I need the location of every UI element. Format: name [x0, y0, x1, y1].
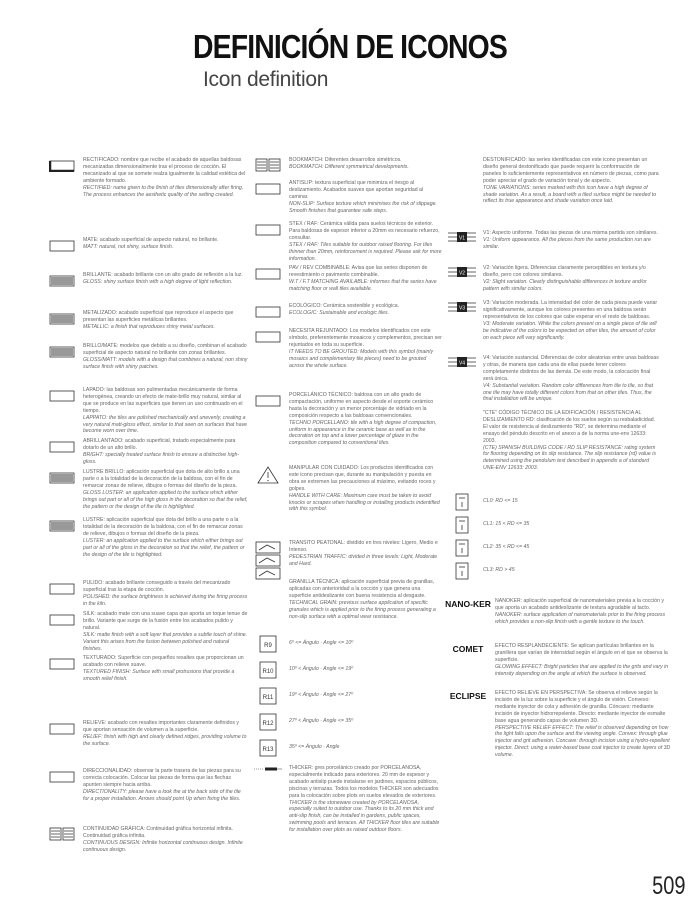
definition-es: ANTISLIP: textura superficial que minimiza el riesgo al deslizamiento. Acabados suaves que aportan seguridad al caminar. [289, 180, 424, 200]
luster-icon [48, 518, 76, 534]
icon-definition-item [254, 686, 442, 703]
thicker-icon [254, 766, 282, 782]
icon-definition-item [448, 230, 659, 251]
definition-es: GRANILLA TÉCNICA: aplicación superficial previa de granillas, aplicadas con anterioridad a la cocción y que genera una superficie antideslizante con buena resistencia al desgaste. [289, 579, 435, 599]
icon-definition-item [448, 300, 659, 341]
v1-icon [448, 231, 476, 247]
definition-es: LAPADO: las baldosas son pulimentadas mecánicamente de forma heterogénea, creando un efecto de mate-brillo muy natural, similar al que se produce en las superficies que tienen un uso continuado en el tiempo. [83, 387, 243, 414]
icon-definition-item [254, 265, 442, 293]
textured-icon [48, 656, 76, 672]
icon-definition-item [48, 517, 248, 558]
anti-slip-icon [254, 181, 282, 197]
definition-text [83, 272, 248, 289]
definition-en: BRIGHT: specially treated surface finish to ensure a distinctive high-gloss. [83, 451, 240, 465]
definition-es: SILK: acabado mate con una suave capa que aporta un toque tenue de brillo. Variante que surge de la fusión entre los acabados pulido y natural. [83, 611, 248, 631]
icon-definition-item [48, 438, 248, 466]
page-title: DEFINICIÓN DE ICONOS [193, 28, 507, 65]
nanoker-logo: NANO-KER [445, 599, 491, 609]
definition-text [83, 343, 248, 371]
bookmatch-icon [254, 158, 282, 174]
relief-icon [48, 721, 76, 737]
svg-text:V4: V4 [458, 360, 466, 367]
definition-es: V1: Aspecto uniforme. Todas las piezas de una misma partida son similares. [483, 230, 658, 236]
gloss-matt-icon [48, 344, 76, 360]
definition-text [495, 690, 671, 759]
definition-text [83, 768, 248, 803]
icon-definition-item [254, 303, 442, 320]
definition-es: ECOLÓGICO: Cerámica sostenible y ecológica. [289, 303, 400, 309]
definition-es: EFECTO RELIEVE EN PERSPECTIVA: Se observa el relieve según la incisión de la luz sobre la superficie y el ángulo de visión. Convexo: mediante inyector de cola y adhesión de granilla. Cóncavo: mediante incisión de inyector hidrorrepelente. Directo: mediante inyector de esmalte base agua generando capas de volumen 3D. [495, 690, 666, 724]
definition-en: PERSPECTIVE RELIEF EFFECT: The relief is observed depending on how the light falls upon the surface and the viewing angle. Convex: through glue injector and grit adhesion. Concave: through incision using a hydro-repellent injector. Direct: using a water-based base coat injector to create layers of 3D volume. [495, 724, 671, 759]
r10-icon [254, 661, 282, 677]
definition-text [483, 561, 659, 578]
page-number: 509 [652, 872, 686, 900]
definition-text [83, 611, 248, 652]
definition-es: LUSTRE: aplicación superficial que dota del brillo a una parte o a la totalidad de la decoración de la baldosa, con el fin de remarcar zonas de relieve, dibujos o formas del diseño de la pieza. [83, 517, 243, 537]
definition-en: RECTIFIED: name given to the finish of tiles dimensionally after firing. The process enhances the aesthetic quality of the setting created. [83, 184, 244, 198]
definition-text [83, 517, 248, 558]
icon-definition-item [448, 265, 659, 293]
definition-text [495, 643, 671, 678]
definition-en: HANDLE WITH CARE: Maximum care must be taken to avoid knocks or scrapes when handling or installing products indentified with this symbol. [289, 492, 440, 513]
svg-text:R13: R13 [262, 747, 274, 753]
definition-es: 6º <= Ángulo · Angle <= 10º [289, 640, 354, 646]
definition-en: LAPPATO: the tiles are polished mechanically and unevenly, creating a very natural matt-gloss effect, similar to that seen on surfaces that have become worn over time. [83, 414, 248, 435]
definition-es: "CTE" CÓDIGO TÉCNICO DE LA EDIFICACIÓN / RESISTENCIA AL DESLIZAMIENTO RD: clasificación de los suelos según su resbaladicidad. El valor de resistencia al deslizamiento "RD", se determina mediante el ensayo del péndulo descrito en el anexo a de la norma une-env 12633: 2003. [483, 410, 656, 444]
definition-text [83, 438, 248, 466]
definition-es: 35º <= Ángulo · Angle [289, 744, 340, 750]
definition-es: BRILLANTE: acabado brillante con un alto grado de reflexión a la luz. [83, 272, 243, 278]
svg-text:V1: V1 [458, 235, 466, 242]
icon-definition-item [48, 720, 248, 748]
cl0-icon [448, 493, 476, 509]
definition-es: PORCELÁNICO TÉCNICO: baldosa con un alto grado de compactación, uniforme en aspecto desde el soporte cerámico hasta la decoración y un menor porcentaje de vidriado en la composición respecto a las baldosas convencionales. [289, 392, 434, 419]
gloss-luster-icon [48, 470, 76, 486]
icon-definition-item [48, 387, 248, 435]
definition-en: TECHNICAL GRAIN: previous surface application of specific granules which is applied prior to the firing process generating a non-slip surface with a optimal wear resistance. [289, 599, 436, 620]
definition-en: GLOSS: shiny surface finish with a high degree of light reflection. [83, 278, 233, 285]
icon-definition-item [448, 690, 671, 759]
definition-text [83, 826, 248, 854]
comet-logo: COMET [452, 644, 484, 654]
v3-icon [448, 301, 476, 317]
definition-en: V1: Uniform appearance. All the pieces from the same production run are similar. [483, 236, 651, 250]
definition-es: RELIEVE: acabado con resaltes importantes claramente definidos y que aportan sensación de volumen a la superficie. [83, 720, 239, 733]
svg-text:R11: R11 [262, 695, 274, 701]
definition-es: LUSTRE BRILLO: aplicación superficial que dota de alto brillo a una parte o a la totalidad de la decoración de la baldosa, con el fin de remarcar zonas de relieve, dibujos o formas del diseño de la pieza. [83, 469, 240, 489]
icon-definition-item [48, 826, 248, 854]
definition-text [483, 538, 659, 555]
icon-definition-item [254, 540, 442, 568]
definition-text [483, 265, 659, 293]
definition-es: TEXTURADO: Superficie con pequeños resaltes que proporcionan un acabado con relieve suave. [83, 655, 244, 668]
icon-definition-item [448, 643, 671, 678]
icon-definition-item [48, 310, 248, 331]
definition-text [83, 237, 248, 254]
definition-es: V3: Variación moderada. La intensidad del color de cada pieza puede variar significativamente, aunque los colores presentes en una baldosa serán representativos de los colores que cabe esperar en el resto de baldosas. [483, 300, 658, 320]
definition-es: PAV / REV COMBINABLE: Avisa que las series disponen de revestimiento o pavimento combinable. [289, 265, 428, 278]
icon-definition-item [48, 157, 248, 198]
definition-text [289, 660, 442, 677]
icon-definition-item [254, 157, 442, 174]
silk-icon [48, 612, 76, 628]
definition-en: W.T / F.T MATCHING AVAILABLE: informes that the series have matching floor or wall tiles available. [289, 278, 437, 292]
definition-text [289, 686, 442, 703]
definition-en: V2: Slight variation. Clearly distinguishable differences in texture and/or pattern with similar colors. [483, 278, 647, 292]
definition-text [83, 580, 248, 608]
definition-es: DIRECCIONALIDAD: observar la parte trasera de las piezas para su correcta colocación. Colocar las piezas de forma que las flechas apunten siempre hacia arriba. [83, 768, 241, 788]
icon-placeholder [448, 411, 476, 427]
definition-text [289, 303, 442, 320]
bright-icon [48, 439, 76, 455]
definition-en: (CTE) SPANISH BUILDING CODE / RD SLIP RESISTANCE: rating system for flooring depending on its slip resistance. The slip resistance (rd) value is determined using the pendulum test described in appendix a of standard UNE-ENV 12633: 2003. [483, 444, 657, 472]
r11-icon [254, 687, 282, 703]
icon-definition-item [254, 765, 442, 834]
definition-text [289, 265, 442, 293]
technical-porcelain-icon [254, 393, 282, 409]
definition-text [289, 738, 442, 755]
definition-text [289, 221, 442, 262]
definition-en: BOOKMATCH: Different symmetrical developments. [289, 163, 409, 170]
v2-icon [448, 266, 476, 282]
definition-es: 27º < Ángulo · Angle <= 35º [289, 718, 354, 724]
definition-en: SILK: matte finish with a soft layer that provides a subtle touch of shine. Variant this arises from the fusion between polished and natural finishes. [83, 631, 248, 652]
definition-text [289, 392, 442, 447]
definition-en: LUSTER: an application applied to the surface which either brings out part or all of the gloss in the decoration so that the relief, the pattern or the design of the tile is highlighted. [83, 537, 245, 558]
definition-es: CONTINUIDAD GRÁFICA: Continuidad gráfica horizontal infinita. Continuidad gráfica infinita. [83, 826, 233, 839]
definition-en: RELIEF: finish with high and clearly defined ridges, providing volume to the surface. [83, 733, 247, 747]
definition-es: METALIZADO: acabado superficial que reproduce el aspecto que presentan las superficies metálicas brillantes. [83, 310, 234, 323]
definition-es: NANOKER: aplicación superficial de nanomateriales previa a la cocción y que aporta un acabado antideslizante de textura agradable al tacto. [495, 598, 664, 611]
svg-text:V2: V2 [458, 270, 466, 277]
definition-en: STEX / RAF: Tiles suitable for outdoor raised flooring. For tiles thinner than 20mm, reinforcement is required. Please ask for more information. [289, 241, 442, 262]
icon-definition-item [254, 221, 442, 262]
definition-text [83, 310, 248, 331]
definition-es: BRILLO/MATE: modelos que debido a su diseño, combinan el acabado superficial de aspecto natural no brillante con zonas brillantes. [83, 343, 247, 356]
definition-text [83, 469, 248, 510]
lappato-icon [48, 388, 76, 404]
definition-en: POLISHED: the surface brightness is achieved during the firing process in the kiln. [83, 593, 248, 607]
definition-text [289, 634, 442, 651]
gloss-icon [48, 273, 76, 289]
wall-floor-matching-icon [254, 266, 282, 282]
icon-placeholder [448, 158, 476, 174]
definition-es: 19º < Ángulo · Angle <= 27º [289, 692, 354, 698]
definition-en: MATT: natural, not shiny, surface finish. [83, 243, 174, 250]
definition-es: V4: Variación sustancial. Diferencias de color aleatorias entre unas baldosas y otras, de manera que cada una de ellas puede tener colores completamente distintos de las demás. De este modo, la colocación final será única. [483, 355, 659, 382]
definition-en: V3: Moderate variation. While the colors present on a single piece of tile will be indicative of the colors to be expected on other tiles, the amount of color on each piece will vary significantly. [483, 320, 657, 341]
metallic-icon [48, 311, 76, 327]
definition-en: DIRECTIONALITY: please have a look the at the back side of the tile for a proper installation. Arrows should point Up when fixing the tiles. [83, 788, 241, 802]
definition-text [495, 598, 671, 626]
definition-es: THICKER: gres porcelánico creado por PORCELANOSA, especialmente indicado para exteriores. 20 mm de espesor y acabado antislip puede instalarse en jardines, espacios públicos, piscinas y terrazas. Todos los modelos THICKER son adecuados para la colocación sobre plots en suelos elevados de exteriores. [289, 765, 439, 799]
definition-es: RECTIFICADO: nombre que recibe el acabado de aquellas baldosas mecanizadas dimensionalmente tras el proceso de cocción. El mecanizado al que se somete realza igualmente la calidad estética del ambiente formado. [83, 157, 246, 184]
definition-en: IT NEEDS TO BE GROUTED: Models with this symbol (mainly mosaics and complementary tile pieces) need to be grouted across the whole surface. [289, 348, 434, 369]
continuous-design-icon [48, 827, 76, 843]
r12-icon [254, 713, 282, 729]
definition-en: METALLIC: a finish that reproduces shiny metal surfaces. [83, 323, 215, 330]
icon-definition-item [254, 579, 442, 620]
definition-en: NANOKER: surface application of nanomaterials prior to the firing process which provides a non-slip finish with a gentle texture to the touch. [495, 611, 666, 625]
icon-definition-item [448, 538, 659, 555]
definition-text [483, 410, 659, 472]
definition-en: ECOLOGIC: Sustainable and ecologic tiles. [289, 309, 390, 316]
icon-definition-item [448, 355, 659, 403]
definition-es: ABRILLANTADO: acabado superficial, tratado especialmente para dotarlo de un alto brillo. [83, 438, 236, 451]
definition-en: GLOSS/MATT: models with a design that combines a natural, non shiny surface finish with shiny patches. [83, 356, 248, 370]
icon-definition-item [254, 392, 442, 447]
r13-icon [254, 739, 282, 755]
icon-definition-item [48, 237, 248, 254]
cl3-icon [448, 562, 476, 578]
icon-definition-item [448, 410, 659, 472]
icon-definition-item [254, 738, 442, 755]
ecological-icon [254, 304, 282, 320]
definition-en: PEDESTRIAN TRAFFIC: divided in three levels: Light, Moderate and Hard. [289, 553, 438, 567]
definition-text [289, 157, 442, 174]
eclipse-logo: ECLIPSE [449, 691, 487, 701]
definition-text [83, 387, 248, 435]
icon-definition-item [48, 768, 248, 803]
definition-text [289, 765, 442, 834]
stex-raf-icon [254, 222, 282, 238]
definition-es: PULIDO: acabado brillante conseguido a través del mecanizado superficial tras la etapa de cocción. [83, 580, 231, 593]
icon-definition-item [254, 180, 442, 215]
icon-definition-item [48, 343, 248, 371]
definition-en: V4: Substantial variation. Random color differences from tile to tile, so that one tile may have totally different colors from that on other tiles. Thus, the final installation will be unique. [483, 382, 654, 403]
definition-en: THICKER is the stoneware created by PORCELANOSA, especially suited to outdoor use. Thanks to its 20 mm thick and anti-slip finish, can be installed in gardens, public spaces, swimming pools and terraces. All THICKER floor tiles are suitable for installation over plots as raised outdoor floors. [289, 799, 440, 834]
svg-text:R10: R10 [262, 669, 274, 675]
definition-text [483, 515, 659, 532]
icon-definition-item [445, 598, 671, 626]
cl1-icon [448, 516, 476, 532]
definition-text [289, 465, 442, 513]
definition-en: TEXTURED FINISH: Surface with small protrusions that provide a smooth relief finish. [83, 668, 235, 682]
icon-definition-item [48, 272, 248, 289]
definition-en: TECHNO PORCELLANO: tile with a high degree of compaction, uniform in appearance in the ceramic base as well as in the decoration on top and a lower percentage of glaze in the composition compared to conventional tiles. [289, 419, 437, 447]
definition-en: CONTINUOUS DESIGN: Infinite horizontal continuous design. Infinite continuous design. [83, 839, 243, 853]
rectified-icon [48, 158, 76, 174]
definition-es: BOOKMATCH: Diferentes desarrollos simétricos. [289, 157, 402, 163]
definition-en: GLOWING EFFECT: Bright particles that are applied to the grits and vary in intensity depending on the angle at which the surface is observed. [495, 663, 669, 677]
icon-definition-item [254, 634, 442, 651]
icon-placeholder [254, 580, 282, 596]
definition-text [83, 157, 248, 198]
definition-en: TONE VARIATIONS: series marked with this icon have a high degree of shade variation. As a result, a board with a tiled surface might be needed to reflect its true appearance and shade variation once laid. [483, 184, 657, 205]
definition-es: NECESITA REJUNTADO: Los modelos identificados con este símbolo, preferentemente mosaicos y complementos, precisan ser rejuntados en toda su superficie. [289, 328, 442, 348]
definition-es: CL2: 35 < RD <= 45 [483, 544, 530, 550]
svg-text:R12: R12 [262, 721, 274, 727]
definition-text [83, 720, 248, 748]
definition-es: MATE: acabado superficial de aspecto natural, no brillante. [83, 237, 219, 243]
cl2-icon [448, 539, 476, 555]
svg-text:V3: V3 [458, 305, 466, 312]
definition-text [483, 300, 659, 341]
directionality-icon [48, 769, 76, 785]
definition-text [483, 492, 659, 509]
definition-es: CL0: RD <= 15 [483, 498, 518, 504]
definition-text [289, 712, 442, 729]
icon-definition-item [448, 157, 659, 205]
definition-es: STEX / RAF: Cerámica válida para suelos técnicos de exterior. Para baldosas de espesor inferior a 20mm es necesario refuerzo, consultar. [289, 221, 440, 241]
icon-definition-item [448, 515, 659, 532]
icon-definition-item [48, 655, 248, 683]
definition-text [289, 180, 442, 215]
icon-definition-item [254, 465, 442, 513]
grout-needed-icon [254, 329, 282, 345]
definition-text [483, 355, 659, 403]
handle-with-care-icon [254, 466, 282, 482]
definition-text [83, 655, 248, 683]
r9-icon [254, 635, 282, 651]
definition-en: GLOSS LUSTER: an application applied to the surface which either brings out part or all of the high gloss in the decoration so that the relief, the pattern or the design of the tile is highlighted. [83, 489, 248, 510]
icon-definition-item [48, 469, 248, 510]
icon-definition-item [48, 580, 248, 608]
definition-es: CL3: RD > 45 [483, 567, 515, 573]
svg-text:R9: R9 [264, 643, 272, 649]
icon-definition-item [448, 492, 659, 509]
icon-definition-item [254, 328, 442, 369]
definition-text [483, 157, 659, 205]
v4-icon [448, 356, 476, 372]
polished-icon [48, 581, 76, 597]
definition-es: V2: Variación ligera. Diferencias claramente perceptibles en textura y/o diseño, pero con colores similares. [483, 265, 646, 278]
definition-text [289, 540, 442, 568]
definition-es: DESTONIFICADO: las series identificadas con este icono presentan un diseño general destonificado que puede requerir la conformación de paneles lo suficientemente representativos en número de piezas, como para poder apreciar el grado de variación tonal y de aspecto. [483, 157, 659, 184]
definition-es: CL1: 15 < RD <= 35 [483, 521, 530, 527]
definition-text [289, 579, 442, 620]
definition-text [289, 328, 442, 369]
page-subtitle: Icon definition [203, 68, 329, 91]
definition-es: MANIPULAR CON CUIDADO: Los productos identificados con este icono precisan que, durante su manipulación y puesta en obra se extremen las precauciones al máximo, evitando roces y golpes. [289, 465, 436, 492]
pedestrian-traffic-icon [254, 541, 282, 557]
icon-definition-item [254, 712, 442, 729]
definition-es: TRANSITO PEATONAL: dividido en tres niveles: Ligero, Medio e Intenso. [289, 540, 438, 553]
icon-definition-item [48, 611, 248, 652]
definition-es: EFECTO RESPLANDECIENTE: Se aplican partículas brillantes en la granillera que varían de intensidad según el ángulo en el que se observa la superficie. [495, 643, 668, 663]
icon-definition-item [254, 660, 442, 677]
definition-es: 10º < Ángulo · Angle <= 19º [289, 666, 354, 672]
matt-icon [48, 238, 76, 254]
definition-en: NON-SLIP: Surface texture which minimises the risk of slippage. Smooth finishes that guarantee safe steps. [289, 200, 437, 214]
icon-definition-item [448, 561, 659, 578]
definition-text [483, 230, 659, 251]
